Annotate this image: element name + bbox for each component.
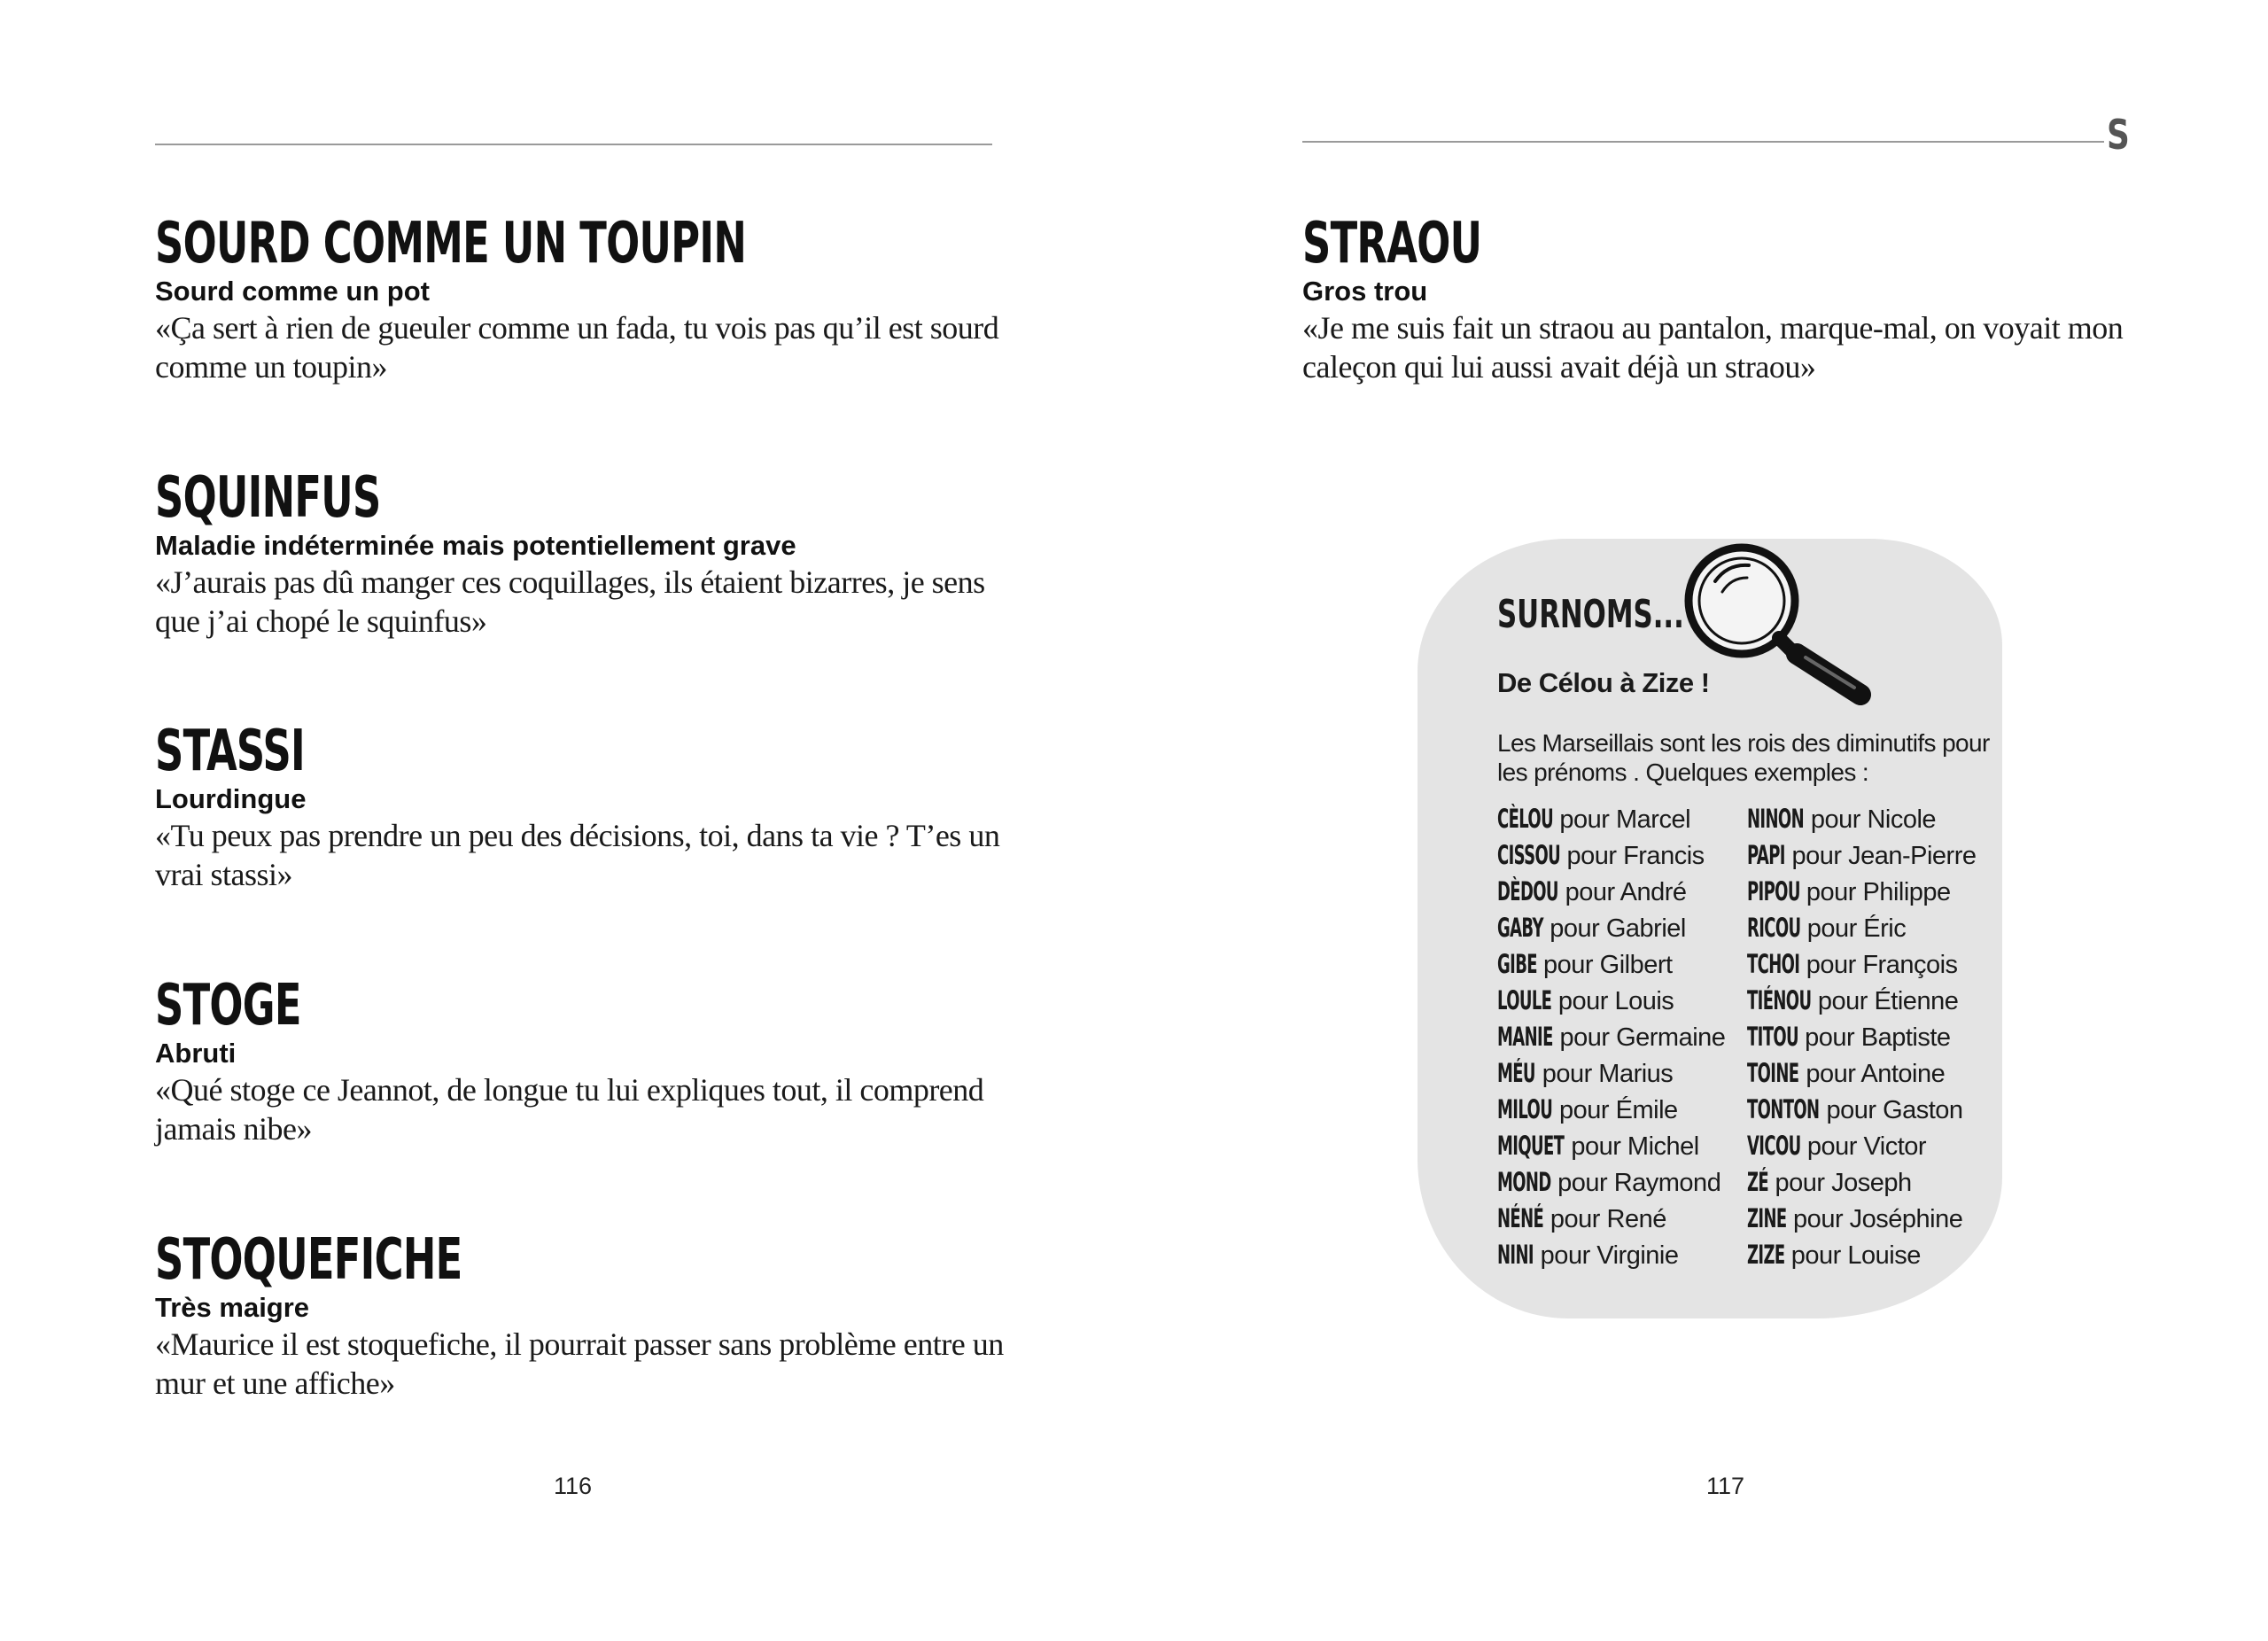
nickname-full-name: pour René xyxy=(1543,1205,1666,1233)
nickname-row xyxy=(1497,1164,1725,1201)
nicknames-column-2 xyxy=(1747,801,1977,1273)
entry-meaning: Gros trou xyxy=(1302,276,1428,307)
nickname-row xyxy=(1497,1019,1725,1055)
entry-stoge xyxy=(155,975,1006,1148)
nickname: ZIZE xyxy=(1747,1240,1785,1270)
nickname: LOULE xyxy=(1497,985,1552,1015)
nickname: PAPI xyxy=(1747,840,1785,870)
nickname: TCHOI xyxy=(1747,949,1800,979)
nickname-full-name: pour François xyxy=(1799,951,1958,979)
nickname-full-name: pour Raymond xyxy=(1550,1169,1721,1197)
nickname: GABY xyxy=(1497,913,1543,943)
nickname-row xyxy=(1747,1092,1977,1128)
entry-example: «Ça sert à rien de gueuler comme un fada, tu vois pas qu’il est sourd comme un toupin» xyxy=(155,310,999,385)
nickname-full-name: pour Philippe xyxy=(1799,878,1951,906)
nickname: NINI xyxy=(1497,1240,1534,1270)
entry-straou xyxy=(1302,213,2153,386)
nickname: MÉU xyxy=(1497,1058,1535,1088)
entry-meaning: Lourdingue xyxy=(155,783,307,814)
left-page-top-rule xyxy=(155,144,992,145)
entry-headword: SOURD COMME UN TOUPIN xyxy=(155,211,747,276)
nickname-row xyxy=(1497,1128,1725,1164)
entry-example: «Maurice il est stoquefiche, il pourrait passer sans problème entre un mur et une affiche» xyxy=(155,1326,1004,1401)
nickname-row xyxy=(1497,874,1725,910)
nickname: PIPOU xyxy=(1747,876,1800,906)
nickname-row xyxy=(1497,1092,1725,1128)
nickname: TONTON xyxy=(1747,1094,1820,1124)
nickname: VICOU xyxy=(1747,1131,1801,1161)
nickname-row xyxy=(1497,801,1725,837)
nickname-row xyxy=(1497,946,1725,983)
entry-headword: STOQUEFICHE xyxy=(155,1227,462,1293)
page-number-right: 117 xyxy=(1706,1473,1745,1499)
nickname-row xyxy=(1497,1055,1725,1092)
nicknames-column-1 xyxy=(1497,801,1725,1273)
nickname-full-name: pour Étienne xyxy=(1811,987,1959,1015)
nickname: MANIE xyxy=(1497,1022,1553,1052)
entry-squinfus xyxy=(155,467,1006,641)
box-subtitle: De Célou à Zize ! xyxy=(1497,667,1710,698)
entry-sourd-comme-un-toupin xyxy=(155,213,1006,386)
entry-example: «J’aurais pas dû manger ces coquillages, ils étaient bizarres, je sens que j’ai chopé le squinfus» xyxy=(155,564,985,639)
nickname: TOINE xyxy=(1747,1058,1799,1088)
nickname-row xyxy=(1747,1164,1977,1201)
nickname: NINON xyxy=(1747,804,1805,834)
nickname-row xyxy=(1747,1055,1977,1092)
nickname-full-name: pour Nicole xyxy=(1804,805,1937,834)
entry-stassi xyxy=(155,720,1006,894)
entry-example: «Qué stoge ce Jeannot, de longue tu lui expliques tout, il comprend jamais nibe» xyxy=(155,1072,984,1147)
nickname-full-name: pour Virginie xyxy=(1534,1241,1679,1270)
entry-example: «Tu peux pas prendre un peu des décisions, toi, dans ta vie ? T’es un vrai stassi» xyxy=(155,818,1000,892)
box-title: SURNOMS... xyxy=(1497,592,1684,637)
entry-headword: STASSI xyxy=(155,719,306,784)
nickname-full-name: pour Marcel xyxy=(1552,805,1691,834)
nickname-full-name: pour Antoine xyxy=(1798,1060,1946,1088)
nickname: MILOU xyxy=(1497,1094,1553,1124)
entry-example: «Je me suis fait un straou au pantalon, marque-mal, on voyait mon caleçon qui lui aussi avait déjà un straou» xyxy=(1302,310,2124,385)
nickname-full-name: pour Louise xyxy=(1784,1241,1921,1270)
nickname-full-name: pour Marius xyxy=(1535,1060,1674,1088)
entry-meaning: Très maigre xyxy=(155,1292,310,1323)
nickname-full-name: pour Émile xyxy=(1552,1096,1678,1124)
nickname-row xyxy=(1497,1237,1725,1273)
nickname: NÉNÉ xyxy=(1497,1203,1544,1233)
nickname: CÈLOU xyxy=(1497,804,1554,834)
entry-headword: STOGE xyxy=(155,973,301,1038)
nickname: ZINE xyxy=(1747,1203,1787,1233)
nickname: RICOU xyxy=(1747,913,1801,943)
entry-meaning: Sourd comme un pot xyxy=(155,276,430,307)
nickname-row xyxy=(1497,910,1725,946)
nickname: GIBE xyxy=(1497,949,1537,979)
nickname: MOND xyxy=(1497,1167,1551,1197)
nickname: TITOU xyxy=(1747,1022,1799,1052)
nickname: MIQUET xyxy=(1497,1131,1565,1161)
nickname-row xyxy=(1747,1201,1977,1237)
entry-meaning: Maladie indéterminée mais potentiellement grave xyxy=(155,530,796,561)
page-number-left: 116 xyxy=(554,1473,593,1499)
nickname-row xyxy=(1747,1019,1977,1055)
nickname-full-name: pour Victor xyxy=(1800,1132,1927,1161)
entry-stoquefiche xyxy=(155,1229,1006,1403)
nickname-row xyxy=(1747,1237,1977,1273)
entry-headword: SQUINFUS xyxy=(155,465,381,531)
nickname-full-name: pour Gilbert xyxy=(1536,951,1673,979)
nickname-row xyxy=(1747,946,1977,983)
nickname-full-name: pour Éric xyxy=(1800,914,1907,943)
nickname-row xyxy=(1747,874,1977,910)
nickname-row xyxy=(1497,983,1725,1019)
nickname-row xyxy=(1747,837,1977,874)
nickname-full-name: pour Joseph xyxy=(1767,1169,1912,1197)
right-page-top-rule xyxy=(1302,141,2104,143)
nickname-row xyxy=(1747,983,1977,1019)
nickname-full-name: pour André xyxy=(1558,878,1687,906)
nickname-full-name: pour Joséphine xyxy=(1786,1205,1963,1233)
nickname: ZÉ xyxy=(1747,1167,1769,1197)
nickname-row xyxy=(1747,910,1977,946)
nickname-full-name: pour Louis xyxy=(1551,987,1674,1015)
nickname: CISSOU xyxy=(1497,840,1561,870)
nickname-full-name: pour Gabriel xyxy=(1542,914,1686,943)
nickname-full-name: pour Gaston xyxy=(1819,1096,1963,1124)
nickname-row xyxy=(1497,1201,1725,1237)
entry-headword: STRAOU xyxy=(1302,211,1482,276)
nickname-row xyxy=(1747,801,1977,837)
nickname: TIÉNOU xyxy=(1747,985,1812,1015)
nickname-full-name: pour Germaine xyxy=(1552,1023,1726,1052)
entry-meaning: Abruti xyxy=(155,1038,237,1069)
nickname-row xyxy=(1747,1128,1977,1164)
nickname-full-name: pour Baptiste xyxy=(1798,1023,1951,1052)
nickname: DÈDOU xyxy=(1497,876,1558,906)
nickname-full-name: pour Michel xyxy=(1564,1132,1699,1161)
nickname-full-name: pour Jean-Pierre xyxy=(1784,842,1977,870)
section-letter: S xyxy=(2107,111,2130,159)
box-intro: Les Marseillais sont les rois des diminutifs pour les prénoms . Quelques exemples : xyxy=(1497,729,1990,786)
nickname-full-name: pour Francis xyxy=(1559,842,1705,870)
nickname-row xyxy=(1497,837,1725,874)
